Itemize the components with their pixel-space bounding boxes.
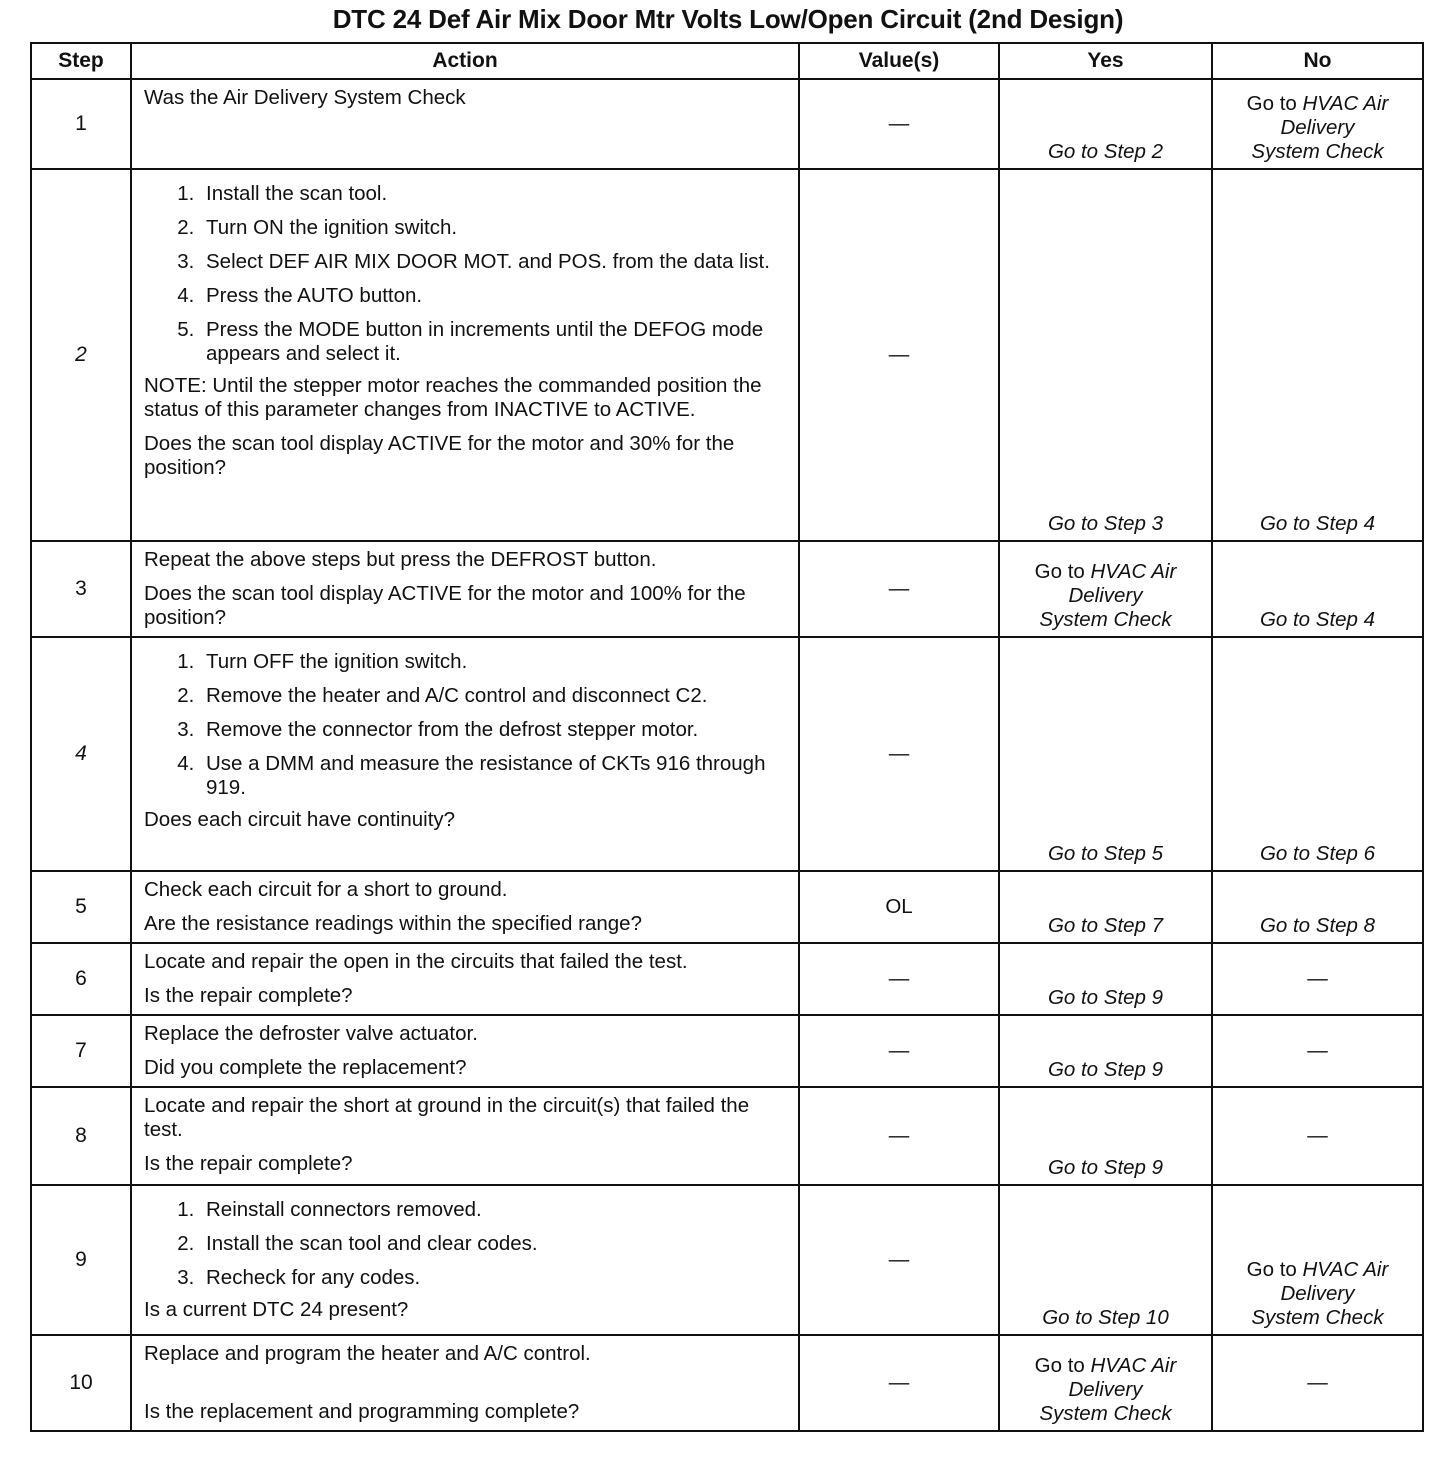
step-number: 6 (31, 943, 131, 1015)
yes-cell: Go to Step 9 (999, 943, 1212, 1015)
value-cell: — (799, 1185, 999, 1335)
list-item: 2. Remove the heater and A/C control and disconnect C2. (200, 684, 788, 708)
value-cell: — (799, 637, 999, 871)
action-steps (144, 182, 788, 366)
action-cell (131, 541, 799, 637)
action-cell (131, 169, 799, 541)
table-row (31, 1335, 1423, 1431)
action-question: Is the repair complete? (144, 984, 353, 1007)
action-text: Locate and repair the open in the circuits that failed the test. (144, 950, 688, 973)
list-item: 4. Use a DMM and measure the resistance of CKTs 916 through 919. (200, 752, 788, 800)
table-row (31, 1185, 1423, 1335)
table-row (31, 541, 1423, 637)
action-cell (131, 1335, 799, 1431)
value-cell: — (799, 943, 999, 1015)
step-number: 4 (31, 637, 131, 871)
yes-cell: Go to Step 5 (999, 637, 1212, 871)
table-row (31, 1087, 1423, 1185)
yes-cell: Go to Step 9 (999, 1015, 1212, 1087)
action-cell (131, 79, 799, 169)
no-cell: Go to Step 6 (1212, 637, 1423, 871)
yes-cell: Go to Step 10 (999, 1185, 1212, 1335)
diagnostic-table (30, 42, 1424, 1432)
yes-cell: Go to Step 3 (999, 169, 1212, 541)
action-question: Is the repair complete? (144, 1152, 353, 1175)
no-cell: — (1212, 943, 1423, 1015)
table-row (31, 871, 1423, 943)
no-cell: — (1212, 1335, 1423, 1431)
no-cell: Go to Step 4 (1212, 541, 1423, 637)
step-number: 10 (31, 1335, 131, 1431)
action-question: Does the scan tool display ACTIVE for the motor and 100% for the position? (144, 582, 746, 629)
note-text: NOTE: Until the stepper motor reaches the commanded position the status of this parameter changes from INACTIVE to ACTIVE. (144, 374, 762, 421)
table-row (31, 943, 1423, 1015)
yes-cell: Go to HVAC Air Delivery System Check (999, 1335, 1212, 1431)
no-cell: Go to HVAC Air Delivery System Check (1212, 1185, 1423, 1335)
action-question: Are the resistance readings within the specified range? (144, 912, 642, 935)
list-item: 3. Recheck for any codes. (200, 1266, 788, 1290)
action-cell (131, 1185, 799, 1335)
table-row (31, 79, 1423, 169)
list-item: 2. Install the scan tool and clear codes. (200, 1232, 788, 1256)
step-number: 8 (31, 1087, 131, 1185)
table-row (31, 1015, 1423, 1087)
action-text: Replace the defroster valve actuator. (144, 1022, 478, 1045)
hvac-reference: Go to HVAC Air (1034, 1354, 1177, 1377)
list-item: 3. Remove the connector from the defrost stepper motor. (200, 718, 788, 742)
value-cell: — (799, 1015, 999, 1087)
no-cell: Go to Step 4 (1212, 169, 1423, 541)
hvac-reference: Go to HVAC Air (1246, 1258, 1389, 1281)
action-question: Is a current DTC 24 present? (144, 1298, 409, 1321)
action-text: Replace and program the heater and A/C control. (144, 1342, 591, 1365)
list-item: 1. Turn OFF the ignition switch. (200, 650, 788, 674)
action-text: Locate and repair the short at ground in the circuit(s) that failed the test. (144, 1094, 750, 1141)
action-cell (131, 871, 799, 943)
action-question: Does each circuit have continuity? (144, 808, 456, 831)
list-item: 1. Install the scan tool. (200, 182, 788, 206)
value-cell: — (799, 1087, 999, 1185)
no-cell: Go to HVAC Air Delivery System Check (1212, 79, 1423, 169)
no-cell: — (1212, 1015, 1423, 1087)
list-item: 4. Press the AUTO button. (200, 284, 788, 308)
list-item: 3. Select DEF AIR MIX DOOR MOT. and POS. from the data list. (200, 250, 788, 274)
header-yes: Yes (999, 43, 1212, 79)
yes-cell: Go to HVAC Air Delivery System Check (999, 541, 1212, 637)
hvac-reference: Go to HVAC Air (1034, 560, 1177, 583)
step-number: 5 (31, 871, 131, 943)
no-cell: Go to Step 8 (1212, 871, 1423, 943)
no-cell: — (1212, 1087, 1423, 1185)
header-no: No (1212, 43, 1423, 79)
action-question: Does the scan tool display ACTIVE for the motor and 30% for the position? (144, 432, 735, 479)
list-item: 1. Reinstall connectors removed. (200, 1198, 788, 1222)
action-steps (144, 1198, 788, 1290)
action-text: Check each circuit for a short to ground. (144, 878, 508, 901)
table-row (31, 637, 1423, 871)
header-row (31, 43, 1423, 79)
step-number: 2 (31, 169, 131, 541)
table-row (31, 169, 1423, 541)
action-text: Was the Air Delivery System Check (144, 86, 466, 109)
list-item: 2. Turn ON the ignition switch. (200, 216, 788, 240)
document-title: DTC 24 Def Air Mix Door Mtr Volts Low/Open Circuit (2nd Design) (332, 4, 1124, 34)
header-action: Action (131, 43, 799, 79)
step-number: 3 (31, 541, 131, 637)
step-number: 1 (31, 79, 131, 169)
action-question: Did you complete the replacement? (144, 1056, 467, 1079)
step-number: 9 (31, 1185, 131, 1335)
action-cell (131, 943, 799, 1015)
value-cell: — (799, 79, 999, 169)
action-text: Repeat the above steps but press the DEFROST button. (144, 548, 657, 571)
action-steps (144, 650, 788, 800)
value-cell: — (799, 541, 999, 637)
hvac-reference: Go to HVAC Air (1246, 92, 1389, 115)
action-cell (131, 1087, 799, 1185)
step-number: 7 (31, 1015, 131, 1087)
value-cell: — (799, 1335, 999, 1431)
yes-cell: Go to Step 2 (999, 79, 1212, 169)
value-cell: OL (799, 871, 999, 943)
value-cell: — (799, 169, 999, 541)
yes-cell: Go to Step 7 (999, 871, 1212, 943)
action-cell (131, 1015, 799, 1087)
yes-cell: Go to Step 9 (999, 1087, 1212, 1185)
header-step: Step (31, 43, 131, 79)
list-item: 5. Press the MODE button in increments until the DEFOG mode appears and select it. (200, 318, 788, 366)
action-cell (131, 637, 799, 871)
action-question: Is the replacement and programming complete? (144, 1400, 580, 1423)
header-values: Value(s) (799, 43, 999, 79)
